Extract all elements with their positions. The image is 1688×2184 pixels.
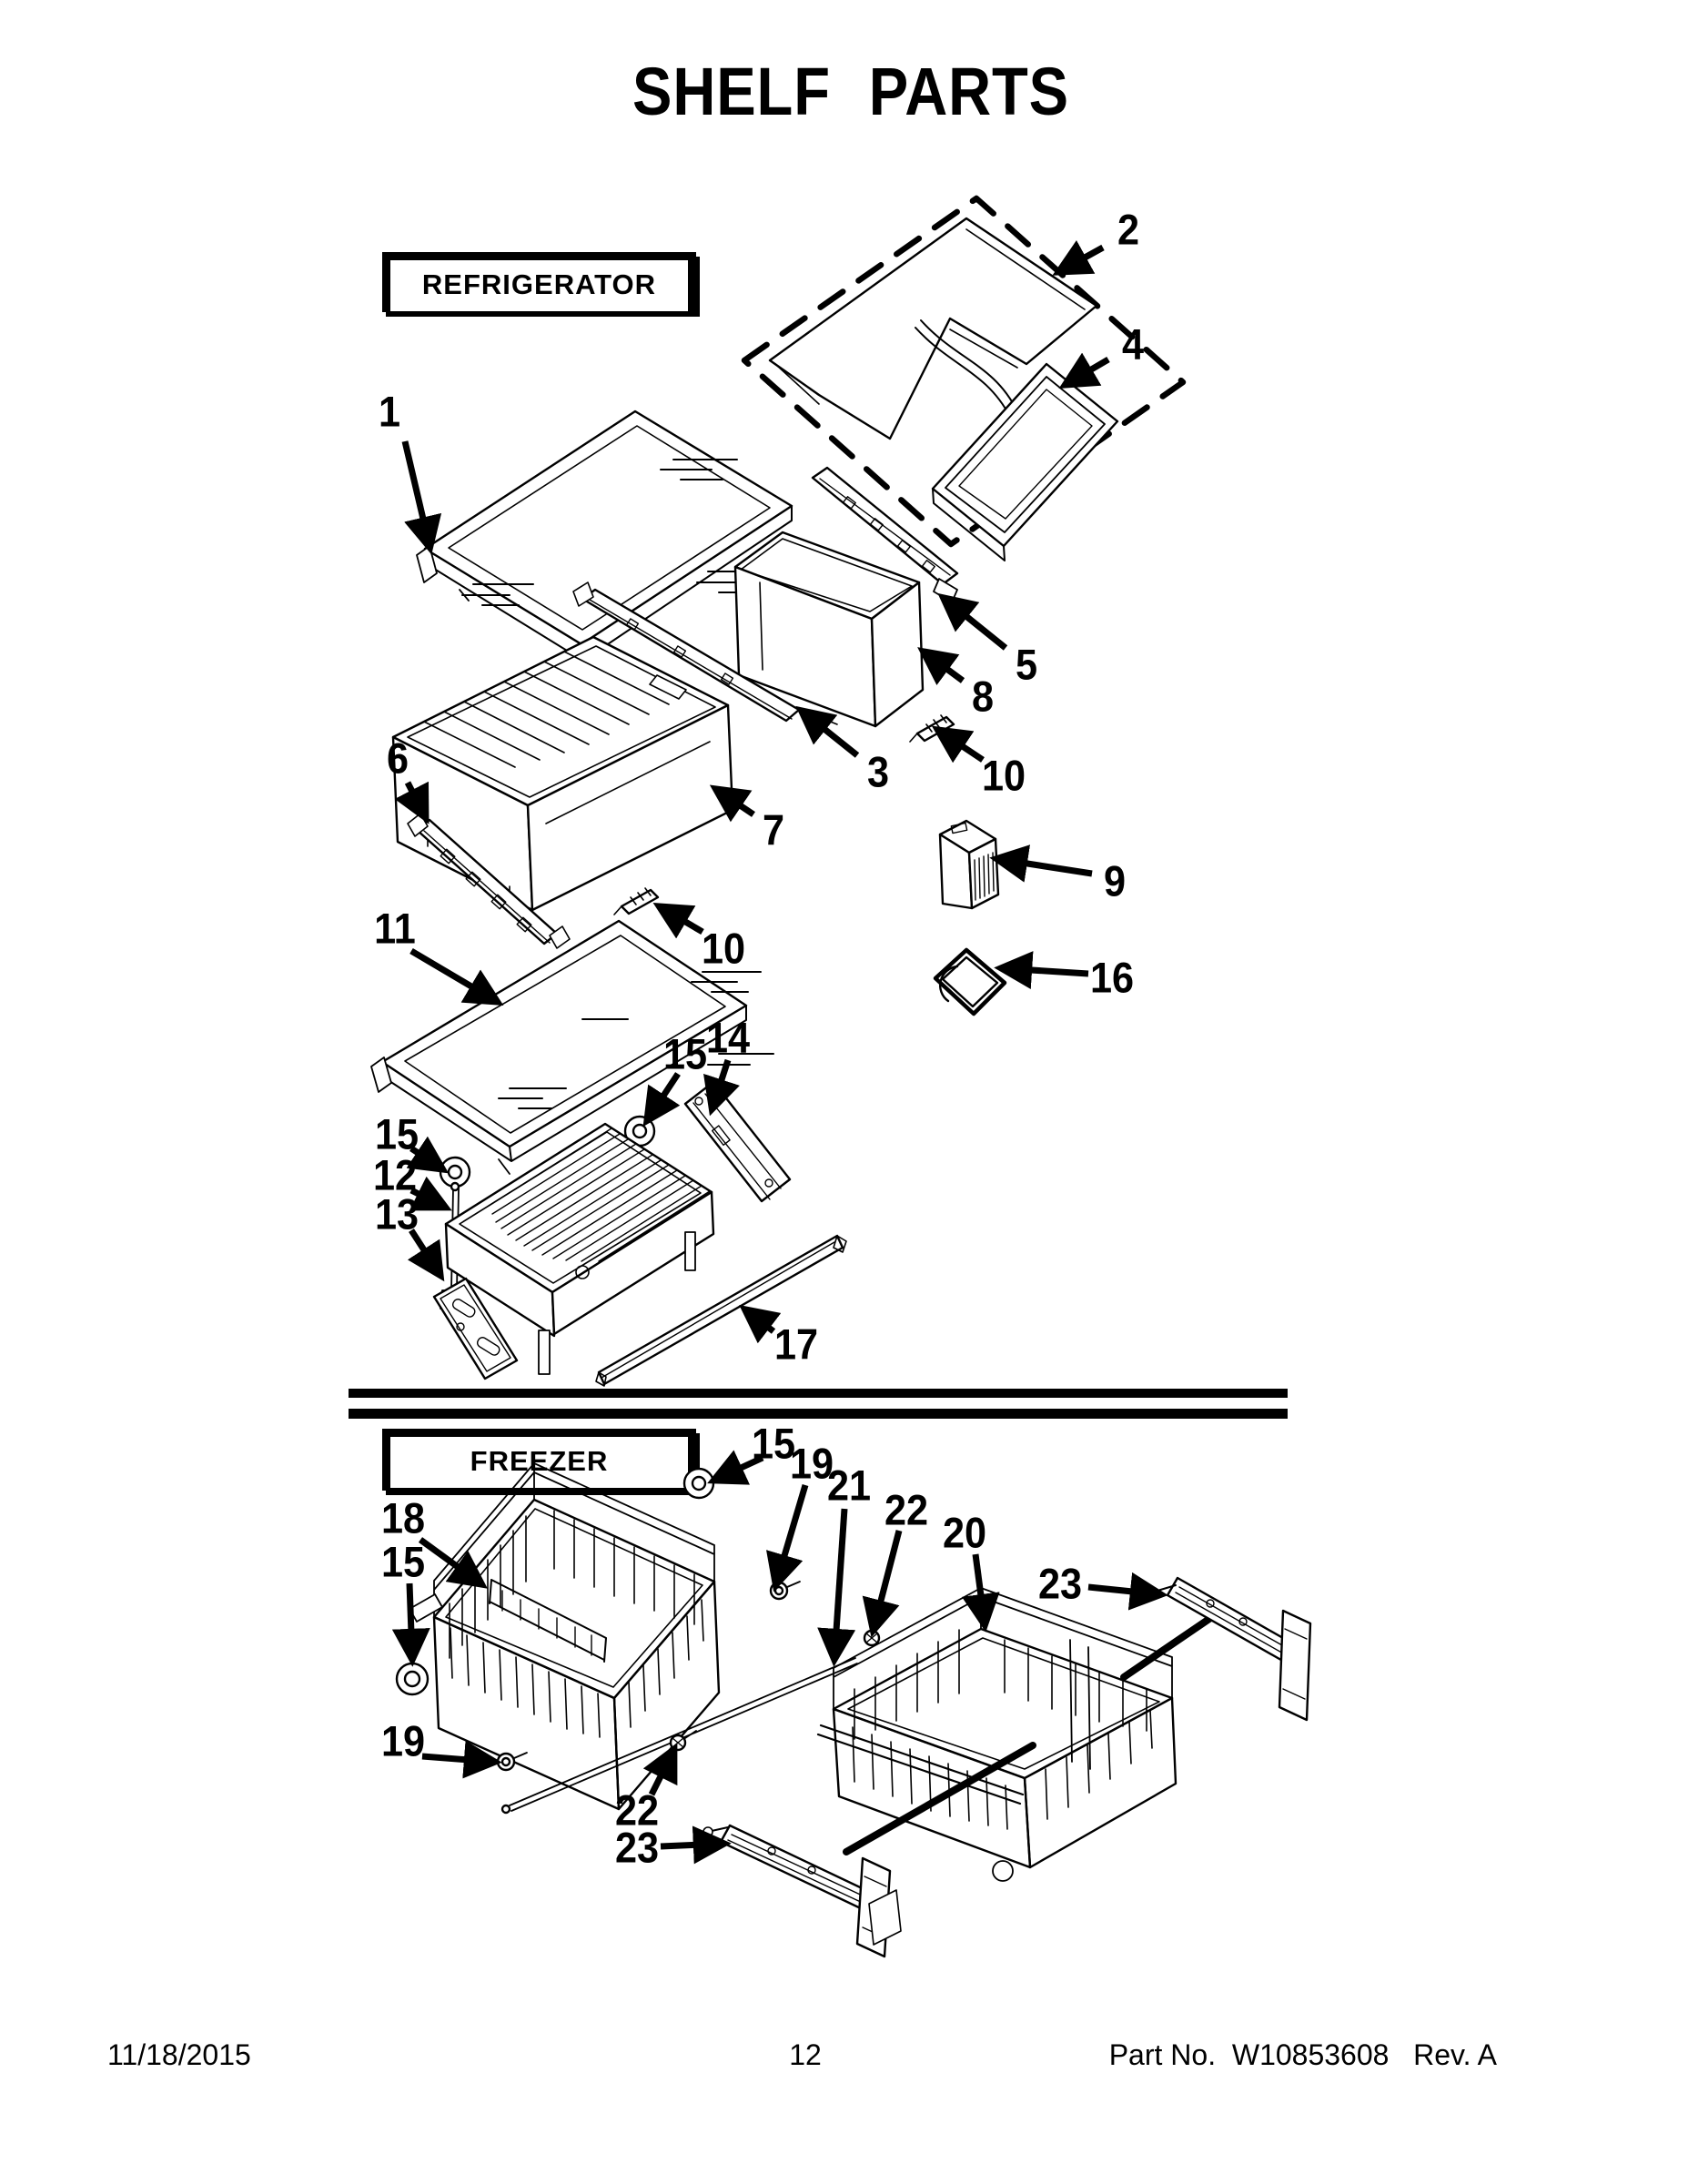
callout-number-13: 13 bbox=[374, 1189, 419, 1239]
callout-number-15d: 15 bbox=[751, 1419, 796, 1468]
callout-arrow-20 bbox=[975, 1554, 985, 1623]
callout-arrow-23a bbox=[1088, 1587, 1159, 1594]
callout-number-15c: 15 bbox=[380, 1537, 426, 1586]
callout-arrow-4 bbox=[1066, 359, 1108, 384]
callout-arrow-19b bbox=[776, 1485, 805, 1583]
page-title: SHELF PARTS bbox=[632, 54, 1069, 129]
footer-date: 11/18/2015 bbox=[107, 2038, 251, 2071]
callout-number-17: 17 bbox=[773, 1320, 819, 1369]
callout-number-19b: 19 bbox=[789, 1439, 834, 1488]
callout-number-12: 12 bbox=[372, 1150, 418, 1199]
callout-arrow-10a bbox=[939, 731, 983, 760]
callout-arrow-17 bbox=[746, 1310, 773, 1331]
callout-arrow-15a bbox=[648, 1074, 678, 1119]
callout-number-5: 5 bbox=[1015, 640, 1038, 689]
callout-arrow-14 bbox=[713, 1060, 728, 1107]
callout-number-21: 21 bbox=[826, 1461, 872, 1510]
callout-number-6: 6 bbox=[386, 733, 409, 783]
callout-number-14: 14 bbox=[705, 1013, 751, 1062]
callout-number-3: 3 bbox=[866, 747, 890, 796]
callout-number-10b: 10 bbox=[701, 924, 746, 973]
freezer-label-text: FREEZER bbox=[393, 1440, 685, 1485]
callout-number-19a: 19 bbox=[380, 1716, 426, 1765]
callout-arrow-23b bbox=[661, 1844, 723, 1846]
callout-arrow-22a bbox=[874, 1531, 899, 1629]
callout-arrow-2 bbox=[1060, 248, 1103, 271]
refrigerator-label-text: REFRIGERATOR bbox=[393, 263, 685, 308]
callout-arrow-3 bbox=[803, 712, 857, 755]
callout-arrow-8 bbox=[925, 652, 963, 681]
callout-number-16: 16 bbox=[1089, 953, 1135, 1002]
callout-number-22a: 22 bbox=[884, 1485, 929, 1534]
callout-arrow-21 bbox=[834, 1509, 844, 1658]
callout-arrow-18 bbox=[420, 1540, 480, 1583]
callout-number-15a: 15 bbox=[662, 1029, 708, 1078]
callout-arrow-19a bbox=[422, 1756, 493, 1762]
callout-number-7: 7 bbox=[762, 805, 785, 854]
callout-number-9: 9 bbox=[1103, 856, 1127, 905]
callout-arrow-5 bbox=[945, 599, 1006, 648]
callout-number-23a: 23 bbox=[1037, 1559, 1083, 1608]
footer-page-number: 12 bbox=[789, 2038, 822, 2071]
callout-number-8: 8 bbox=[971, 672, 995, 721]
callout-number-2: 2 bbox=[1117, 205, 1140, 254]
callout-arrow-10b bbox=[661, 907, 702, 932]
callout-arrow-1 bbox=[405, 441, 430, 546]
callout-arrow-7 bbox=[717, 790, 753, 814]
callout-number-15b: 15 bbox=[374, 1109, 419, 1158]
callout-number-4: 4 bbox=[1121, 319, 1145, 369]
callout-number-22b: 22 bbox=[614, 1785, 660, 1835]
callout-number-20: 20 bbox=[942, 1508, 987, 1557]
callout-number-10a: 10 bbox=[981, 751, 1026, 800]
callout-number-11: 11 bbox=[374, 904, 416, 953]
callout-arrow-11 bbox=[411, 951, 496, 1001]
callout-number-18: 18 bbox=[380, 1493, 426, 1542]
callout-number-1: 1 bbox=[378, 387, 401, 436]
callout-number-23b: 23 bbox=[614, 1823, 660, 1872]
callout-arrow-6 bbox=[408, 783, 425, 816]
footer-part-number: Part No. W10853608 Rev. A bbox=[1108, 2038, 1497, 2071]
callout-arrow-15c bbox=[409, 1583, 412, 1658]
callout-arrow-16 bbox=[1003, 968, 1088, 974]
callout-arrow-9 bbox=[998, 859, 1092, 874]
